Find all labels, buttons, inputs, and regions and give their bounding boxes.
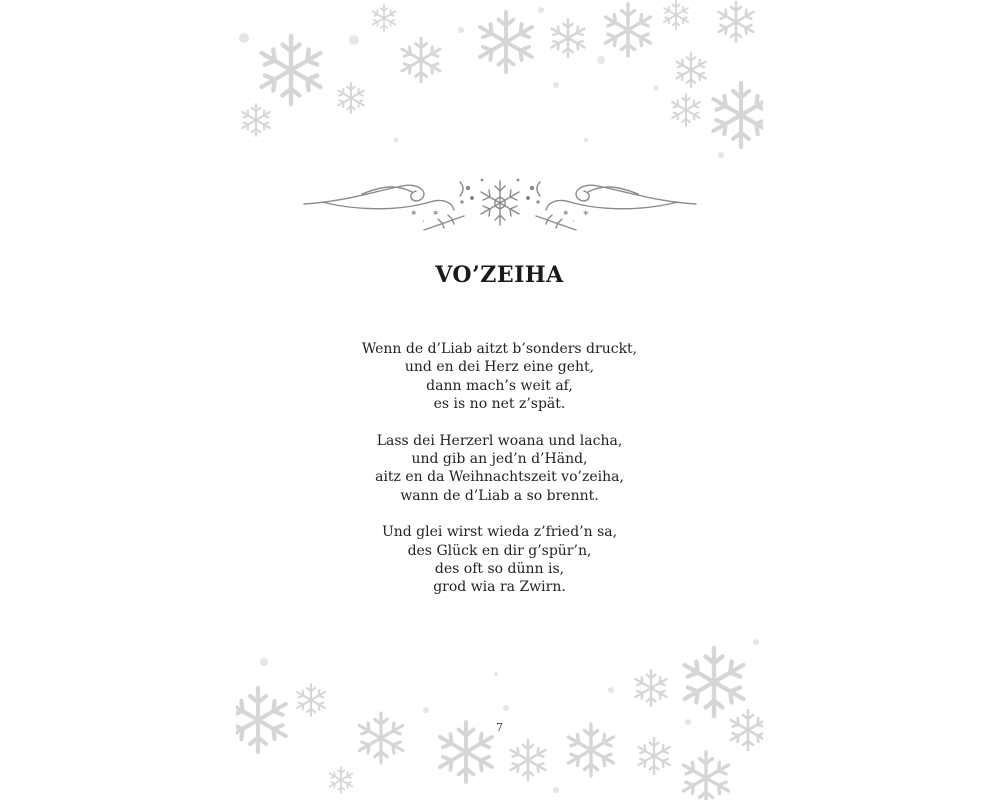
snowflake-icon [635,670,666,706]
snowflake-icon [480,12,532,72]
snowflake-border-bottom [236,630,763,800]
poem-line: Wenn de d’Liab aitzt b’sonders druckt, [361,341,638,357]
poem-line: des Glück en dir g’spür’n, [407,542,592,559]
svg-text:·: · [572,217,575,227]
poem-line: und en dei Herz eine geht, [404,359,595,376]
snowflake-icon [338,83,364,113]
snowflake-icon [672,94,700,126]
snowflake-icon [242,104,270,136]
poem-line: Lass dei Herzerl woana und lacha, [376,432,623,449]
poem-line: Und glei wirst wieda z’fried’n sa, [381,524,618,541]
svg-text:✶: ✶ [432,209,440,219]
snowflake-icon [330,767,353,793]
snowflake-icon [638,738,669,774]
snowflake-icon [605,4,650,56]
snowflake-icon [262,36,321,104]
snowflake-border-top [236,0,763,170]
snowflake-icon [297,684,325,716]
book-page [236,0,763,800]
snowflake-icon [552,19,585,57]
snowflake-icon [731,710,763,750]
poem-line: wann de d’Liab a so brennt. [400,487,599,504]
snowflake-icon [440,722,492,782]
poem-line: es is no net z’spät. [433,396,566,413]
snowflake-icon [719,2,754,42]
poem-line: des oft so dünn is, [434,561,565,578]
stanza [236,523,763,597]
snowflake-icon [664,1,688,29]
svg-text:✶: ✶ [562,209,570,219]
snowflake-icon [676,53,705,87]
svg-text:✶: ✶ [582,209,590,219]
poem-body [236,340,763,615]
poem-line: grod wia ra Zwirn. [433,579,566,596]
snowflake-icon [568,724,613,776]
snowflake-icon [236,688,286,752]
snowflake-icon [359,713,402,763]
snowflake-icon [685,648,744,716]
snowflake-flourish-icon [302,172,698,234]
snowflake-icon [713,83,763,147]
snowflake-icon [373,5,396,31]
svg-text:·: · [422,217,425,227]
page-number: 7 [496,721,503,734]
poem-line: aitz en da Weihnachtszeit vo’zeiha, [375,469,624,486]
stanza [236,340,763,414]
poem-title: VO’ZEIHA [435,262,564,288]
poem-line: und gib an jed’n d’Händ, [411,451,588,468]
svg-text:✶: ✶ [410,209,418,219]
snowflake-icon [402,38,440,82]
snowflake-icon [511,740,546,780]
snowflake-icon [683,752,728,800]
poem-line: dann mach’s weit af, [426,377,573,394]
stanza [236,432,763,506]
